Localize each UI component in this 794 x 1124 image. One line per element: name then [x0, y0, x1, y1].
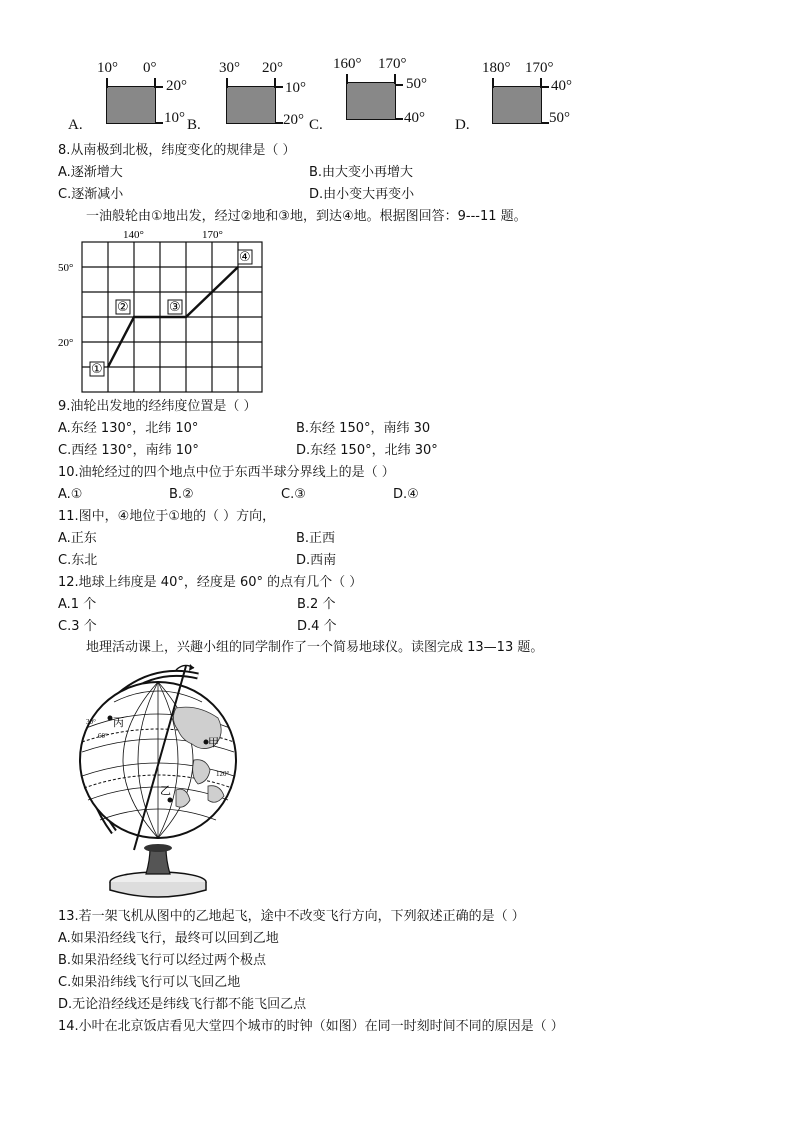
q7-a-right-bottom: 10° — [164, 110, 185, 126]
q12-option-c[interactable]: C.3 个 — [58, 619, 97, 634]
globe-label-yi: 乙 — [160, 784, 171, 797]
q10-option-c[interactable]: C.③ — [281, 487, 306, 502]
q10-stem: 10.油轮经过的四个地点中位于东西半球分界线上的是（ ） — [58, 465, 395, 480]
q7-b-letter: B. — [187, 117, 201, 133]
q7-c-right-top: 50° — [406, 76, 427, 92]
q10-option-b[interactable]: B.② — [169, 487, 194, 502]
q7-c-top-right: 170° — [378, 56, 407, 72]
route-grid-chart — [50, 228, 290, 398]
q7-b-right-top: 10° — [285, 80, 306, 96]
globe-label-lon120: 120° — [216, 770, 230, 778]
q9-stem: 9.油轮出发地的经纬度位置是（ ） — [58, 399, 257, 414]
q7-d-top-left: 180° — [482, 60, 511, 76]
q8-option-b[interactable]: B.由大变小再增大 — [309, 165, 414, 180]
q7-b-right-bottom: 20° — [283, 112, 304, 128]
q8-option-d[interactable]: D.由小变大再变小 — [309, 187, 415, 202]
q9-option-a[interactable]: A.东经 130°，北纬 10° — [58, 421, 199, 436]
q12-option-a[interactable]: A.1 个 — [58, 597, 97, 612]
point-2: ② — [117, 300, 129, 315]
q7-b-box — [226, 86, 276, 124]
q7-b-top-right: 20° — [262, 60, 283, 76]
intro-13: 地理活动课上，兴趣小组的同学制作了一个简易地球仪。读图完成 13—13 题。 — [86, 640, 544, 655]
q11-option-d[interactable]: D.西南 — [296, 553, 337, 568]
q13-option-b[interactable]: B.如果沿经线飞行可以经过两个极点 — [58, 953, 267, 968]
q10-option-d[interactable]: D.④ — [393, 487, 419, 502]
point-4: ④ — [239, 250, 251, 265]
q7-a-box — [106, 86, 156, 124]
q7-a-right-top: 20° — [166, 78, 187, 94]
q8-stem: 8.从南极到北极，纬度变化的规律是（ ） — [58, 143, 296, 158]
globe-label-bing: 丙 — [113, 716, 124, 729]
q13-option-c[interactable]: C.如果沿纬线飞行可以飞回乙地 — [58, 975, 241, 990]
globe-illustration — [58, 660, 258, 900]
q7-c-top-left: 160° — [333, 56, 362, 72]
q7-d-right-top: 40° — [551, 78, 572, 94]
q11-stem: 11.图中，④地位于①地的（ ）方向， — [58, 509, 276, 524]
q7-c-right-bottom: 40° — [404, 110, 425, 126]
q14-stem: 14.小叶在北京饭店看见大堂四个城市的时钟（如图）在同一时刻时间不同的原因是（ ） — [58, 1019, 564, 1034]
q7-b-top-left: 30° — [219, 60, 240, 76]
grid-left-label-50: 50° — [58, 262, 74, 274]
q13-option-a[interactable]: A.如果沿经线飞行，最终可以回到乙地 — [58, 931, 279, 946]
globe-label-jia: 甲 — [208, 736, 219, 749]
q9-option-b[interactable]: B.东经 150°，南纬 30 — [296, 421, 431, 436]
globe-label-lat30: 30° — [86, 718, 96, 726]
grid-left-label-20: 20° — [58, 337, 74, 349]
q9-option-c[interactable]: C.西经 130°，南纬 10° — [58, 443, 199, 458]
q10-option-a[interactable]: A.① — [58, 487, 83, 502]
q11-option-b[interactable]: B.正西 — [296, 531, 336, 546]
grid-top-label-140: 140° — [123, 229, 144, 241]
q8-option-a[interactable]: A.逐渐增大 — [58, 165, 123, 180]
q7-c-letter: C. — [309, 117, 323, 133]
q13-stem: 13.若一架飞机从图中的乙地起飞，途中不改变飞行方向，下列叙述正确的是（ ） — [58, 909, 525, 924]
q7-d-right-bottom: 50° — [549, 110, 570, 126]
grid-top-label-170: 170° — [202, 229, 223, 241]
q7-a-letter: A. — [68, 117, 83, 133]
q7-d-box — [492, 86, 542, 124]
q8-option-c[interactable]: C.逐渐减小 — [58, 187, 124, 202]
point-3: ③ — [169, 300, 181, 315]
intro-9-11: 一油般轮由①地出发，经过②地和③地，到达④地。根据图回答：9---11 题。 — [86, 209, 527, 224]
q7-d-letter: D. — [455, 117, 470, 133]
q7-a-top-left: 10° — [97, 60, 118, 76]
q12-option-d[interactable]: D.4 个 — [297, 619, 337, 634]
q11-option-c[interactable]: C.东北 — [58, 553, 98, 568]
q9-option-d[interactable]: D.东经 150°，北纬 30° — [296, 443, 438, 458]
q11-option-a[interactable]: A.正东 — [58, 531, 97, 546]
globe-label-lat60: 60° — [98, 732, 108, 740]
q12-option-b[interactable]: B.2 个 — [297, 597, 336, 612]
q7-d-top-right: 170° — [525, 60, 554, 76]
q7-c-box — [346, 82, 396, 120]
q13-option-d[interactable]: D.无论沿经线还是纬线飞行都不能飞回乙点 — [58, 997, 307, 1012]
q12-stem: 12.地球上纬度是 40°，经度是 60° 的点有几个（ ） — [58, 575, 363, 590]
q7-a-top-right: 0° — [143, 60, 157, 76]
point-1: ① — [91, 362, 103, 377]
